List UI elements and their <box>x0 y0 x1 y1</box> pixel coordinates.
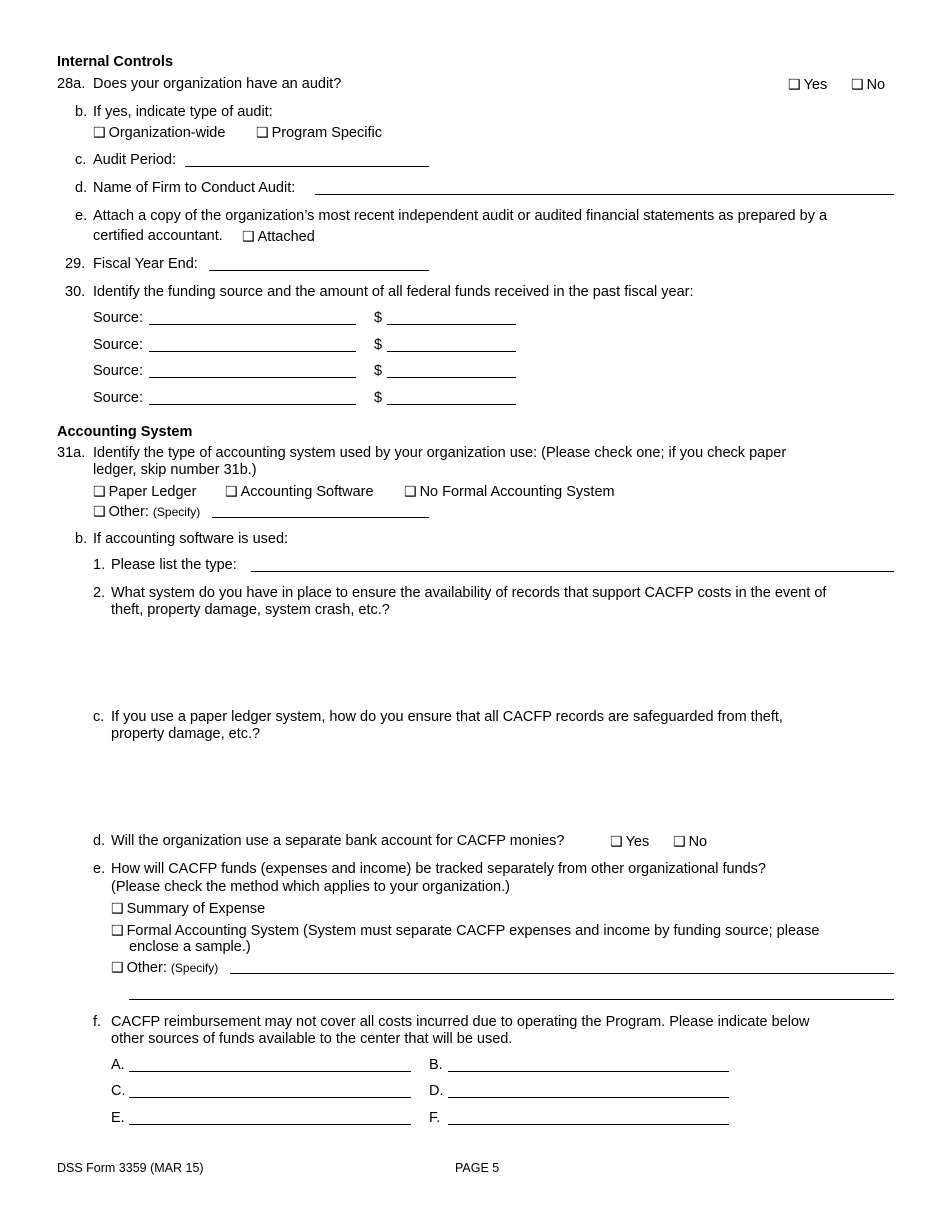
checkbox-icon: ❑ <box>225 483 238 499</box>
fund-source-field-f[interactable] <box>448 1124 729 1125</box>
source-field[interactable] <box>149 351 356 352</box>
fund-source-label-c: C. <box>111 1083 126 1099</box>
source-label: Source: <box>93 337 143 353</box>
fund-source-label-e: E. <box>111 1110 125 1126</box>
q29-text: Fiscal Year End: <box>93 256 198 272</box>
source-label: Source: <box>93 390 143 406</box>
q31a-other-label: Other: <box>108 504 149 520</box>
q31b-number: b. <box>75 531 88 547</box>
q31b-item1-number: 1. <box>93 557 106 573</box>
form-number: DSS Form 3359 (MAR 15) <box>57 1161 204 1175</box>
q30-number: 30. <box>65 284 86 300</box>
audit-firm-field[interactable] <box>315 194 894 195</box>
fund-source-field-c[interactable] <box>129 1097 411 1098</box>
amount-field[interactable] <box>387 377 516 378</box>
checkbox-icon: ❑ <box>256 124 269 140</box>
q31d-text: Will the organization use a separate bank account for CACFP monies? <box>111 833 565 849</box>
q31a-line1: Identify the type of accounting system used by your organization use: (Please check one; if you check paper <box>93 445 787 461</box>
dollar-sign: $ <box>374 310 383 326</box>
q31a-line2: ledger, skip number 31b.) <box>93 462 257 478</box>
source-field[interactable] <box>149 377 356 378</box>
q31b-text: If accounting software is used: <box>93 531 289 547</box>
q28a-number: 28a. <box>57 76 86 92</box>
paper-ledger-checkbox[interactable] <box>93 483 196 500</box>
q28a-text: Does your organization have an audit? <box>93 76 342 92</box>
dollar-sign: $ <box>374 337 383 353</box>
page-number: PAGE 5 <box>455 1161 500 1175</box>
fund-source-field-d[interactable] <box>448 1097 729 1098</box>
software-type-field[interactable] <box>251 571 894 572</box>
q31d-no-label: No <box>688 834 708 850</box>
accounting-software-checkbox[interactable] <box>225 483 374 500</box>
q28a-yes-checkbox[interactable] <box>788 76 827 93</box>
dollar-sign: $ <box>374 363 383 379</box>
section-heading-accounting-system: Accounting System <box>57 424 193 440</box>
fund-source-label-a: A. <box>111 1057 125 1073</box>
q28e-line2: certified accountant. <box>93 228 223 244</box>
formal-accounting-system-checkbox[interactable] <box>111 922 819 939</box>
audit-period-field[interactable] <box>185 166 429 167</box>
q28b-organization-wide-checkbox[interactable] <box>93 124 225 141</box>
q31a-other-checkbox[interactable] <box>93 503 200 520</box>
q28d-text: Name of Firm to Conduct Audit: <box>93 180 296 196</box>
q31c-number: c. <box>93 709 105 725</box>
q31f-line2: other sources of funds available to the center that will be used. <box>111 1031 513 1047</box>
q31a-opt2-label: Accounting Software <box>240 484 374 500</box>
checkbox-icon: ❑ <box>93 483 106 499</box>
checkbox-icon: ❑ <box>111 959 124 975</box>
q31d-yes-checkbox[interactable] <box>610 833 649 850</box>
q28a-no-label: No <box>866 77 886 93</box>
section-heading-internal-controls: Internal Controls <box>57 54 174 70</box>
q30-text: Identify the funding source and the amount of all federal funds received in the past fiscal year: <box>93 284 694 300</box>
fund-source-field-a[interactable] <box>129 1071 411 1072</box>
source-label: Source: <box>93 310 143 326</box>
q28e-line1: Attach a copy of the organization’s most recent independent audit or audited financial statements as prepared by a <box>93 208 828 224</box>
q28e-number: e. <box>75 208 88 224</box>
fund-source-label-b: B. <box>429 1057 443 1073</box>
q28b-opt2-label: Program Specific <box>271 125 382 141</box>
amount-field[interactable] <box>387 351 516 352</box>
q31e-opt2-line1: Formal Accounting System (System must separate CACFP expenses and income by funding source; please <box>126 923 820 939</box>
q31b-item2-number: 2. <box>93 585 106 601</box>
q31b-item2-line2: theft, property damage, system crash, etc.? <box>111 602 390 618</box>
q31e-other-label: Other: <box>126 960 167 976</box>
q31e-specify-label: (Specify) <box>170 961 219 975</box>
source-field[interactable] <box>149 324 356 325</box>
q28e-attached-label: Attached <box>257 229 315 245</box>
q28c-text: Audit Period: <box>93 152 177 168</box>
q31e-opt2-line2: enclose a sample.) <box>129 939 251 955</box>
checkbox-icon: ❑ <box>111 922 124 938</box>
q31e-line2: (Please check the method which applies to your organization.) <box>111 879 510 895</box>
q31e-number: e. <box>93 861 106 877</box>
q31f-number: f. <box>93 1014 102 1030</box>
checkbox-icon: ❑ <box>610 833 623 849</box>
q28d-number: d. <box>75 180 88 196</box>
checkbox-icon: ❑ <box>242 228 255 244</box>
q31e-other-field[interactable] <box>230 973 894 974</box>
q31d-yes-label: Yes <box>625 834 650 850</box>
amount-field[interactable] <box>387 404 516 405</box>
checkbox-icon: ❑ <box>111 900 124 916</box>
q31b-item1-text: Please list the type: <box>111 557 237 573</box>
q31a-opt3-label: No Formal Accounting System <box>419 484 615 500</box>
checkbox-icon: ❑ <box>93 503 106 519</box>
q31e-other-field-continued[interactable] <box>129 999 894 1000</box>
q28b-number: b. <box>75 104 88 120</box>
checkbox-icon: ❑ <box>673 833 686 849</box>
q31a-number: 31a. <box>57 445 86 461</box>
q31b-item2-line1: What system do you have in place to ensure the availability of records that support CACFP costs in the event of <box>111 585 827 601</box>
q31e-other-checkbox[interactable] <box>111 959 218 976</box>
checkbox-icon: ❑ <box>93 124 106 140</box>
no-formal-system-checkbox[interactable] <box>404 483 615 500</box>
q28b-program-specific-checkbox[interactable] <box>256 124 382 141</box>
q28a-no-checkbox[interactable] <box>851 76 885 93</box>
fund-source-label-f: F. <box>429 1110 441 1126</box>
source-field[interactable] <box>149 404 356 405</box>
q31f-line1: CACFP reimbursement may not cover all costs incurred due to operating the Program. Please indicate below <box>111 1014 810 1030</box>
q31a-specify-label: (Specify) <box>152 505 201 519</box>
source-label: Source: <box>93 363 143 379</box>
q31d-no-checkbox[interactable] <box>673 833 707 850</box>
q29-number: 29. <box>65 256 86 272</box>
q31c-line1: If you use a paper ledger system, how do you ensure that all CACFP records are safeguarded from theft, <box>111 709 783 725</box>
dollar-sign: $ <box>374 390 383 406</box>
q31e-opt1-label: Summary of Expense <box>126 901 266 917</box>
checkbox-icon: ❑ <box>851 76 864 92</box>
q28b-text: If yes, indicate type of audit: <box>93 104 273 120</box>
q28e-attached-checkbox[interactable] <box>242 228 315 245</box>
q28a-yes-label: Yes <box>803 77 828 93</box>
fund-source-field-e[interactable] <box>129 1124 411 1125</box>
q31e-line1: How will CACFP funds (expenses and income) be tracked separately from other organizational funds? <box>111 861 766 877</box>
amount-field[interactable] <box>387 324 516 325</box>
q31a-opt1-label: Paper Ledger <box>108 484 197 500</box>
checkbox-icon: ❑ <box>404 483 417 499</box>
q31a-other-field[interactable] <box>212 517 429 518</box>
summary-of-expense-checkbox[interactable] <box>111 900 265 917</box>
q31c-line2: property damage, etc.? <box>111 726 261 742</box>
q28b-opt1-label: Organization-wide <box>108 125 226 141</box>
checkbox-icon: ❑ <box>788 76 801 92</box>
q31d-number: d. <box>93 833 106 849</box>
fund-source-label-d: D. <box>429 1083 444 1099</box>
q28c-number: c. <box>75 152 87 168</box>
fiscal-year-end-field[interactable] <box>209 270 429 271</box>
fund-source-field-b[interactable] <box>448 1071 729 1072</box>
